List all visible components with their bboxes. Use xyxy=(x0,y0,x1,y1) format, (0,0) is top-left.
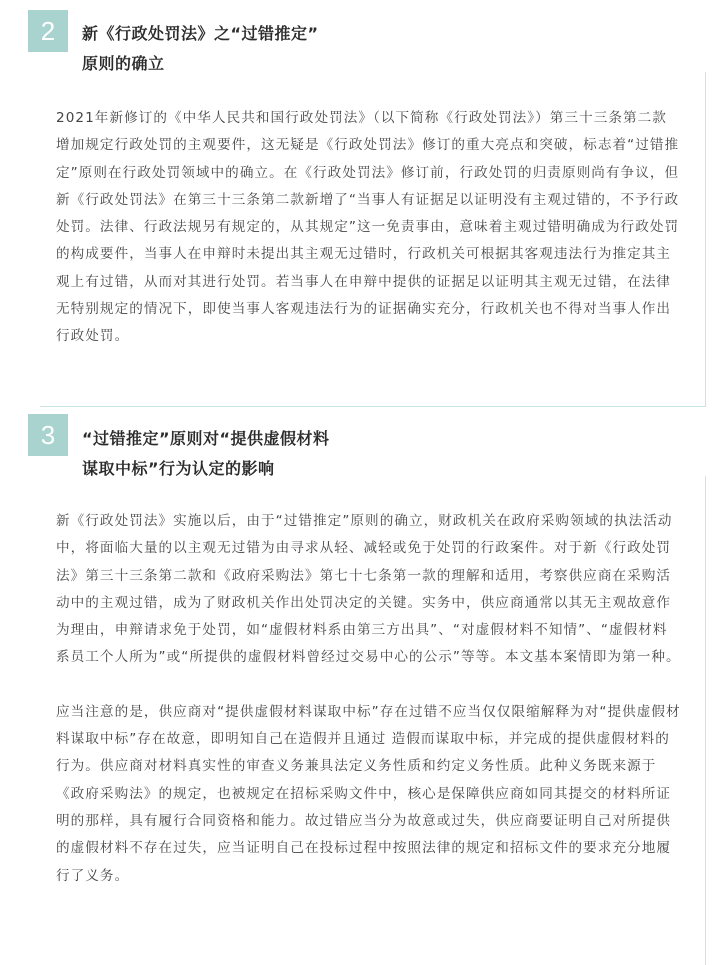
section-2-frame-bottom xyxy=(40,406,706,407)
section-2-paragraph: 2021年新修订的《中华人民共和国行政处罚法》（以下简称《行政处罚法》）第三十三条第二款增加规定行政处罚的主观要件，这无疑是《行政处罚法》修订的重大亮点和突破，标志着“过错推定”原则在行政处罚领域中的确立。在《行政处罚法》修订前，行政处罚的归责原则尚有争议，但新《行政处罚法》在第三十三条第二款新增了“当事人有证据足以证明没有主观过错的，不予行政处罚。法律、行政法规另有规定的，从其规定”这一免责事由，意味着主观过错明确成为行政处罚的构成要件，当事人在申辩时未提出其主观无过错时，行政机关可根据其客观违法行为推定其主观上有过错，从而对其进行处罚。若当事人在申辩中提供的证据足以证明其主观无过错，在法律无特别规定的情况下，即使当事人客观违法行为的证据确实充分，行政机关也不得对当事人作出行政处罚。 xyxy=(56,110,680,345)
section-3-title-line-2: 谋取中标”行为认定的影响 xyxy=(82,459,275,478)
section-2-body xyxy=(56,105,681,351)
section-3-number-badge: 3 xyxy=(28,414,68,456)
section-2-title-line-1: 新《行政处罚法》之“过错推定” xyxy=(82,24,319,43)
section-3-title-line-1: “过错推定”原则对“提供虚假材料 xyxy=(82,429,330,448)
section-3-frame-right xyxy=(705,476,706,965)
section-2-title-line-2: 原则的确立 xyxy=(82,54,165,73)
section-2-number-badge: 2 xyxy=(28,10,68,52)
section-3-paragraph-2: 应当注意的是，供应商对“提供虚假材料谋取中标”存在过错不应当仅仅限缩解释为对“提供虚假材料谋取中标”存在故意，即明知自己在造假并且通过 造假而谋取中标，并完成的提供虚假材料的行为。供应商对材料真实性的审查义务兼具法定义务性质和约定义务性质。此种义务既来源于《政府采购法》的规定，也被规定在招标采购文件中，核心是保障供应商如同其提交的材料所证明的那样，具有履行合同资格和能力。故过错应当分为故意或过失，供应商要证明自己对所提供的虚假材料不存在过失，应当证明自己在投标过程中按照法律的规定和招标文件的要求充分地履行了义务。 xyxy=(56,703,681,884)
paragraph-spacer xyxy=(56,672,681,699)
section-2-frame-right xyxy=(705,72,706,406)
section-3-body xyxy=(56,508,681,890)
section-3-paragraph-1: 新《行政处罚法》实施以后，由于“过错推定”原则的确立，财政机关在政府采购领域的执法活动中，将面临大量的以主观无过错为由寻求从轻、减轻或免于处罚的行政案件。对于新《行政处罚法》第三十三条第二款和《政府采购法》第七十七条第一款的理解和适用，考察供应商在采购活动中的主观过错，成为了财政机关作出处罚决定的关键。实务中，供应商通常以其无主观故意作为理由，申辩请求免于处罚，如“虚假材料系由第三方出具”、“对虚假材料不知情”、“虚假材料系员工个人所为”或“所提供的虚假材料曾经过交易中心的公示”等等。本文基本案情即为第一种。 xyxy=(56,513,681,666)
